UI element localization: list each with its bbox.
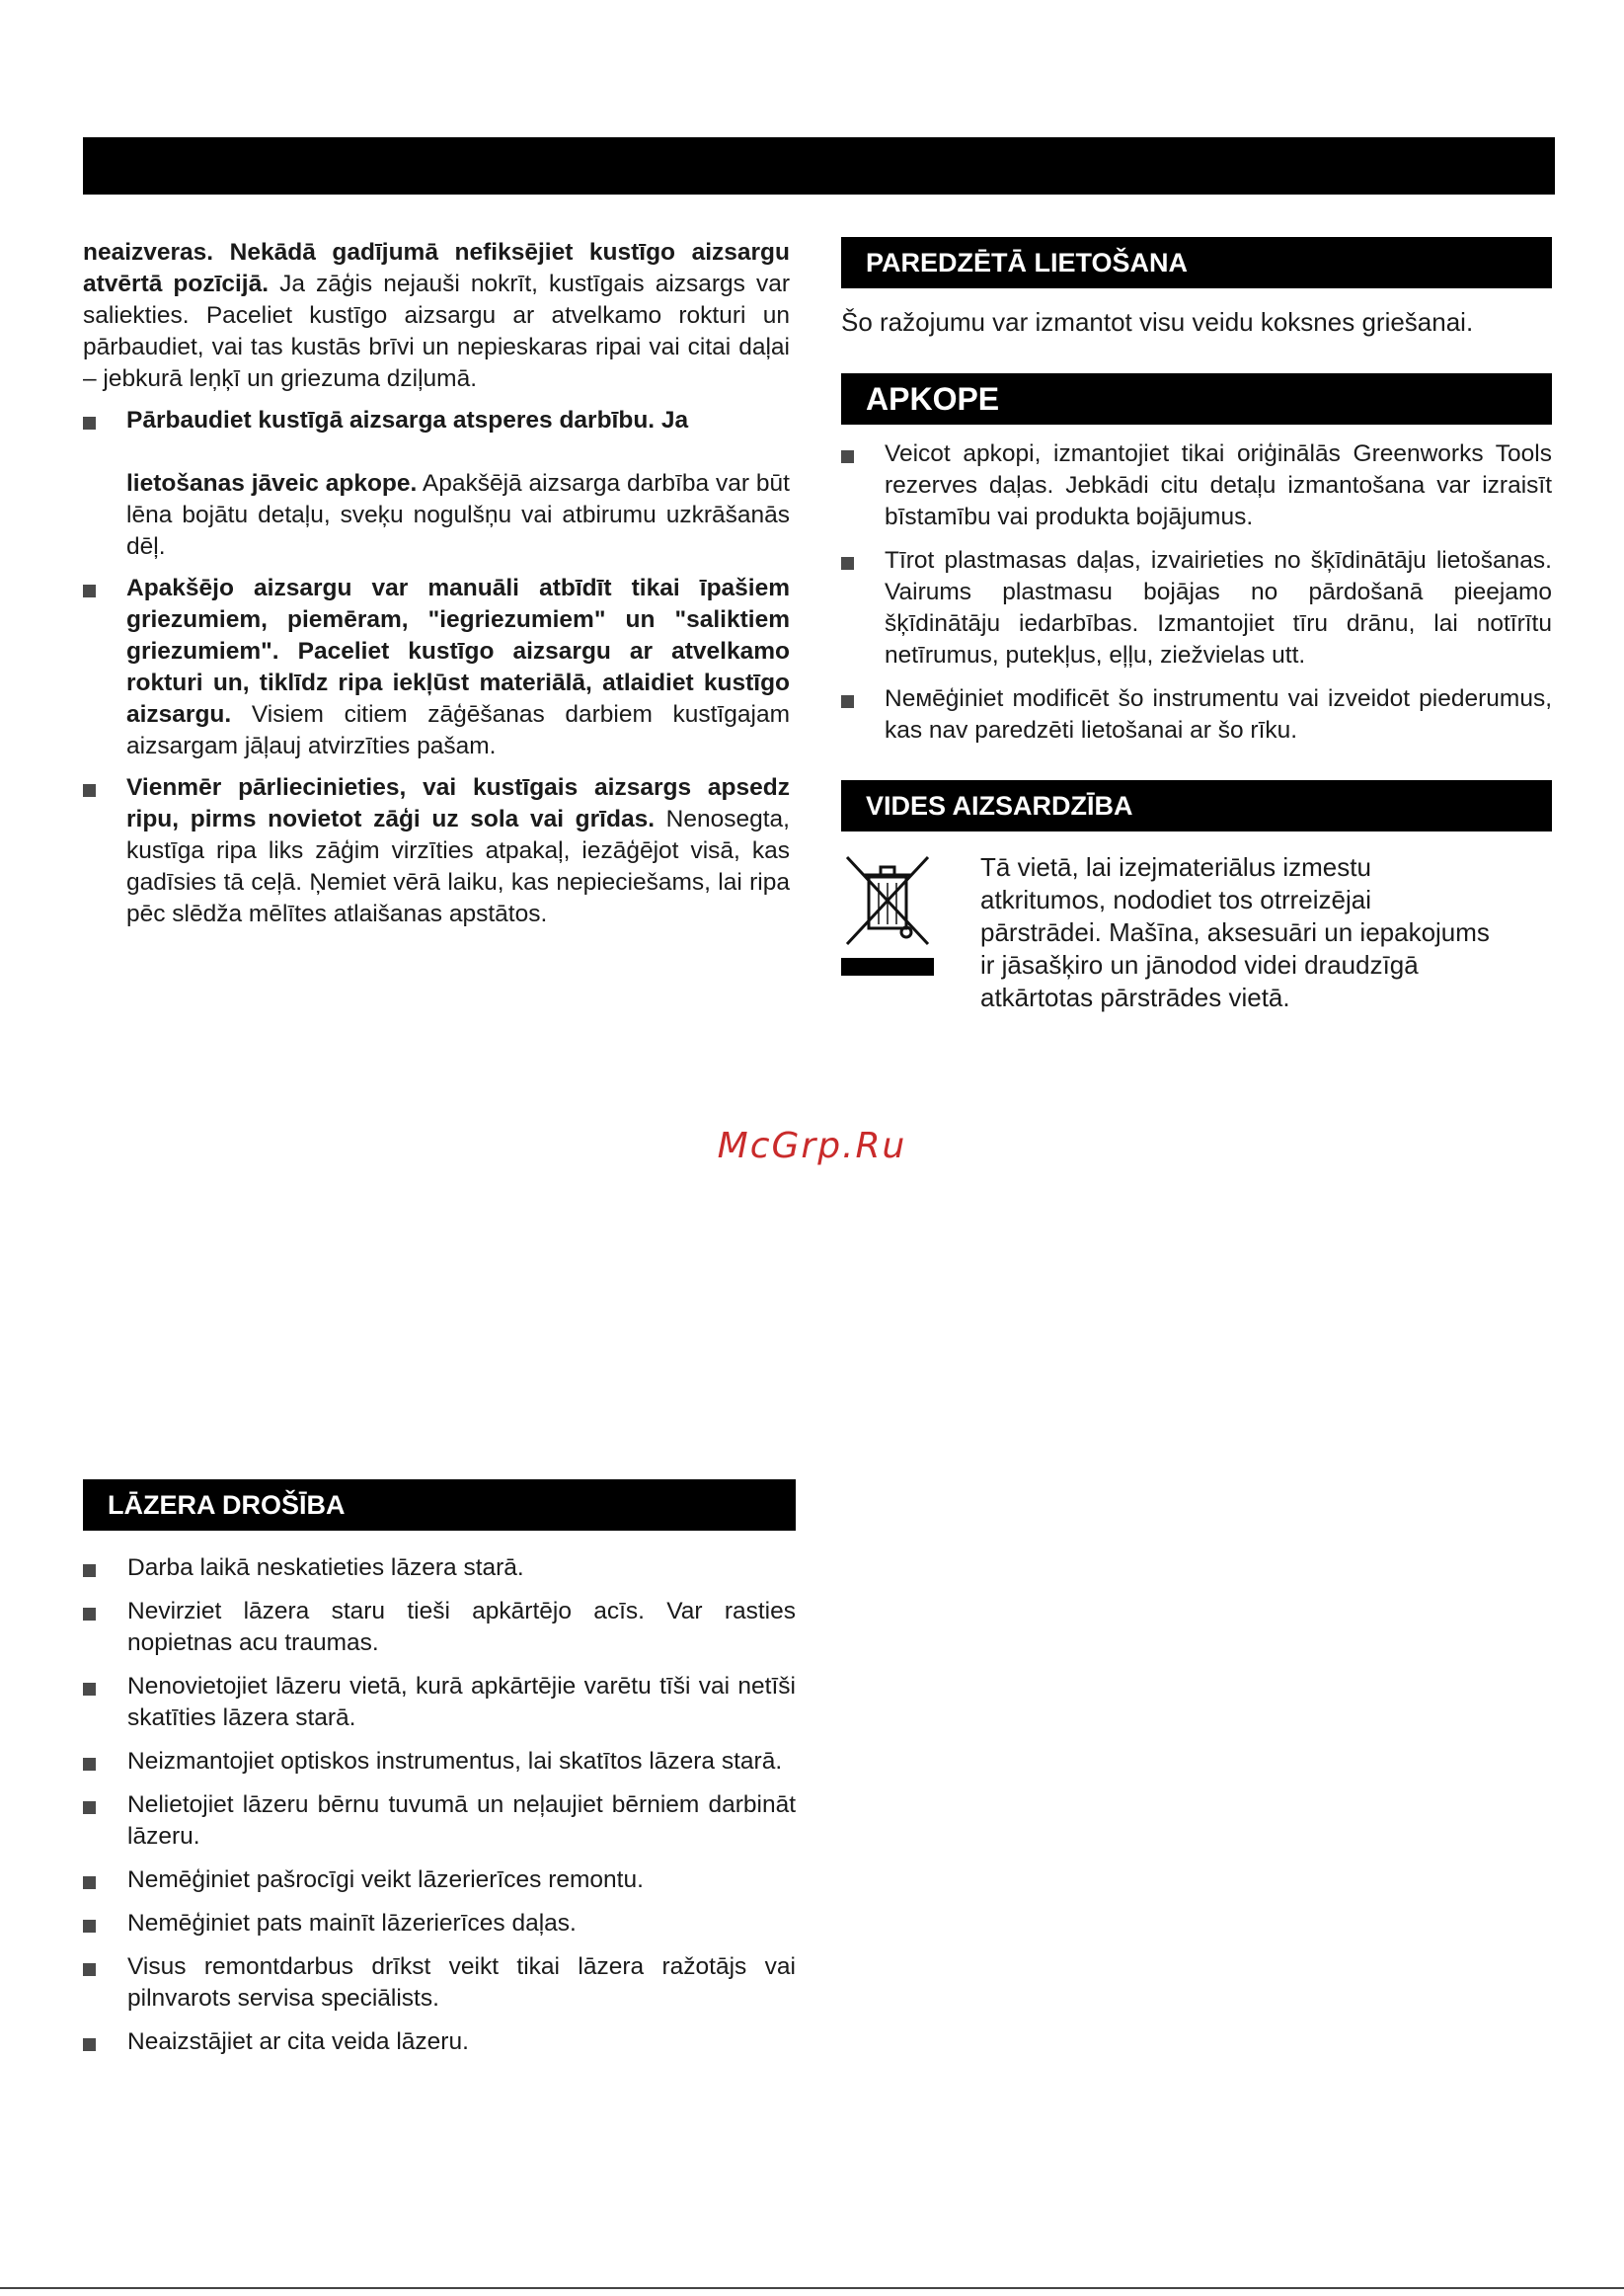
- list-item: [83, 2026, 796, 2058]
- bullet-square-icon: [83, 1683, 96, 1696]
- bullet-bold-text: Vienmēr pārliecinieties, vai kustīgais aizsargs apsedz ripu, pirms novietot zāģi uz sola vai grīdas.: [126, 774, 790, 832]
- bullet-square-icon: [83, 585, 96, 597]
- bullet-bold-text-2: lietošanas jāveic apkope.: [126, 470, 418, 497]
- laser-item-text: Darba laikā neskatieties lāzera starā.: [127, 1554, 524, 1581]
- right-column: [841, 237, 1552, 1014]
- maintenance-item-text: Tīrot plastmasas daļas, izvairieties no šķīdinātāju lietošanas. Vairums plastmasu bojājas no pārdošanā pieejamo šķīdinātāju iedarbības. Izmantojiet tīru drānu, lai notīrītu netīrumus, putekļus, eļļu, ziežvielas utt.: [885, 547, 1552, 669]
- list-item: [83, 1908, 796, 1940]
- maintenance-heading: APKOPE: [841, 373, 1552, 425]
- maintenance-list: [841, 438, 1552, 747]
- intro-paragraph: [83, 237, 790, 395]
- environment-line: atkritumos, nododiet tos otrreizējai: [980, 885, 1371, 914]
- environment-heading: VIDES AIZSARDZĪBA: [841, 780, 1552, 831]
- bullet-square-icon: [83, 1564, 96, 1577]
- bullet-square-icon: [83, 1608, 96, 1621]
- intended-use-heading: PAREDZĒTĀ LIETOŠANA: [841, 237, 1552, 288]
- laser-item-text: Nevirziet lāzera staru tieši apkārtējo acīs. Var rasties nopietnas acu traumas.: [127, 1598, 796, 1656]
- bullet-square-icon: [83, 784, 96, 797]
- laser-item-text: Visus remontdarbus drīkst veikt tikai lāzera ražotājs vai pilnvarots servisa speciālists.: [127, 1953, 796, 2012]
- laser-safety-list: [83, 1552, 796, 2058]
- environment-line: pārstrādei. Mašīna, aksesuāri un iepakojums: [980, 917, 1490, 947]
- environment-line: ir jāsašķiro un jānodod videi draudzīgā: [980, 950, 1419, 980]
- laser-safety-section: [83, 1479, 796, 2070]
- bullet-text: [126, 573, 790, 762]
- list-item: [83, 772, 790, 930]
- bullet-bold-text: Pārbaudiet kustīgā aizsarga atsperes darbību. Ja: [126, 407, 689, 434]
- list-item: [83, 405, 790, 563]
- list-item: [83, 1746, 796, 1778]
- bullet-square-icon: [83, 1920, 96, 1933]
- maintenance-item-text: Neмēģiniet modificēt šo instrumentu vai izveidot piederumus, kas nav paredzēti lietošanai ar šo rīku.: [885, 685, 1552, 744]
- bullet-square-icon: [83, 417, 96, 430]
- list-item: [83, 1789, 796, 1853]
- bullet-square-icon: [841, 557, 854, 570]
- list-item: [83, 1864, 796, 1896]
- bullet-square-icon: [83, 2038, 96, 2051]
- list-item: [841, 438, 1552, 533]
- environment-block: [841, 851, 1552, 1014]
- left-column: [83, 237, 790, 930]
- bullet-rest-text: Nenosegta, kustīga ripa liks zāģim virzīties atpakaļ, iezāģējot visā, kas gadīsies tā ceļā. Ņemiet vērā laiku, kas nepieciešams, lai ripa pēc slēdža mēlītes atlaišanas apstātos.: [126, 806, 790, 927]
- guard-bullet-list: [83, 405, 790, 930]
- bottom-rule: [0, 2287, 1624, 2289]
- bullet-square-icon: [83, 1801, 96, 1814]
- intro-text: Ja zāģis nejauši nokrīt, kustīgais aizsargs var saliekties. Paceliet kustīgo aizsargu ar atvelkamo rokturi un pārbaudiet, vai tas kustās brīvi un nepieskaras ripai vai citai daļai – jebkurā leņķī un griezuma dziļumā.: [83, 271, 790, 392]
- intro-bold-text: neaizveras. Nekādā gadījumā nefiksējiet kustīgo aizsargu atvērtā pozīcijā.: [83, 239, 790, 297]
- laser-item-text: Nemēģiniet pašrocīgi veikt lāzerierīces remontu.: [127, 1866, 644, 1893]
- bullet-square-icon: [841, 450, 854, 463]
- laser-item-text: Nenovietojiet lāzeru vietā, kurā apkārtējie varētu tīši vai netīši skatīties lāzera starā.: [127, 1673, 796, 1731]
- list-item: [83, 1596, 796, 1659]
- bullet-square-icon: [841, 695, 854, 708]
- bullet-rest-text: Visiem citiem zāģēšanas darbiem kustīgajam aizsargam jāļauj atvirzīties pašam.: [126, 701, 790, 759]
- list-item: [83, 1671, 796, 1734]
- laser-safety-heading: LĀZERA DROŠĪBA: [83, 1479, 796, 1531]
- laser-item-text: Neaizstājiet ar cita veida lāzeru.: [127, 2028, 469, 2055]
- environment-line: Tā vietā, lai izejmateriālus izmestu: [980, 852, 1371, 882]
- watermark: McGrp.Ru: [717, 1126, 907, 1166]
- list-item: [841, 683, 1552, 747]
- list-item: [83, 1552, 796, 1584]
- bullet-bold-text: Apakšējo aizsargu var manuāli atbīdīt tikai īpašiem griezumiem, piemēram, "iegriezumiem" un "saliktiem griezumiem". Paceliet kustīgo aizsargu ar atvelkamo rokturi un, tiklīdz ripa iekļūst materiālā, atlaidiet kustīgo aizsargu.: [126, 575, 790, 728]
- list-item: [841, 545, 1552, 672]
- list-item: [83, 1951, 796, 2015]
- weee-crossed-bin-icon: [841, 851, 934, 985]
- bullet-text: [126, 772, 790, 930]
- maintenance-item-text: Veicot apkopi, izmantojiet tikai oriģinālās Greenworks Tools rezerves daļas. Jebkādi citu detaļu izmantošana var izraisīt bīstamību vai produkta bojājumus.: [885, 440, 1552, 530]
- intended-use-text: Šo ražojumu var izmantot visu veidu koksnes griešanai.: [841, 307, 1474, 337]
- laser-item-text: Nemēģiniet pats mainīt lāzerierīces daļas.: [127, 1910, 577, 1937]
- bullet-rest-text: Apakšējā aizsarga darbība var būt lēna bojātu detaļu, sveķu nogulšņu vai atbirumu uzkrāšanās dēļ.: [126, 470, 790, 560]
- environment-text: [980, 851, 1490, 1014]
- bullet-square-icon: [83, 1876, 96, 1889]
- laser-item-text: Nelietojiet lāzeru bērnu tuvumā un neļaujiet bērniem darbināt lāzeru.: [127, 1791, 796, 1850]
- laser-item-text: Neizmantojiet optiskos instrumentus, lai skatītos lāzera starā.: [127, 1748, 783, 1775]
- environment-line: atkārtotas pārstrādes vietā.: [980, 983, 1290, 1012]
- bullet-square-icon: [83, 1963, 96, 1976]
- top-header-bar: [83, 137, 1555, 195]
- list-item: [83, 573, 790, 762]
- bullet-square-icon: [83, 1758, 96, 1771]
- bullet-text: [126, 468, 790, 563]
